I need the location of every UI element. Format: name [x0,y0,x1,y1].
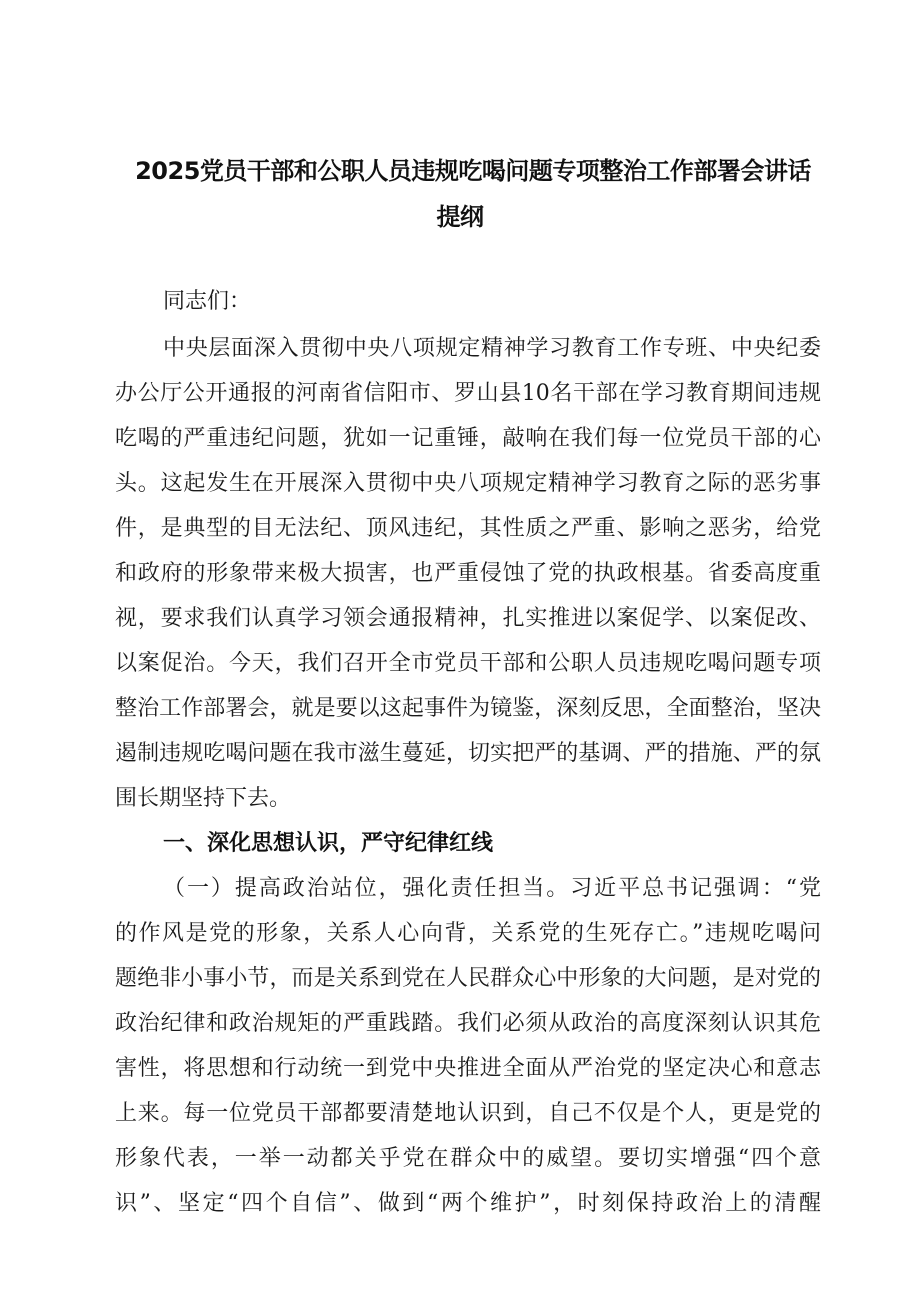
section-heading: 一、深化思想认识，严守纪律红线 [163,831,494,856]
paragraph-line: 上来。每一位党员干部都要清楚地认识到，自己不仅是个人，更是党的 [115,1101,821,1126]
paragraph-line: 吃喝的严重违纪问题，犹如一记重锤，敲响在我们每一位党员干部的心 [115,426,821,451]
paragraph-line: 围长期坚持下去。 [115,786,292,811]
paragraph-line: 识”、坚定“四个自信”、做到“两个维护”，时刻保持政治上的清醒 [115,1191,821,1216]
paragraph-line: 的作风是党的形象，关系人心向背，关系党的生死存亡。”违规吃喝问 [115,921,821,946]
paragraph-line: 以案促治。今天，我们召开全市党员干部和公职人员违规吃喝问题专项 [115,651,821,676]
paragraph-line: 办公厅公开通报的河南省信阳市、罗山县10名干部在学习教育期间违规 [115,381,821,406]
paragraph-line: 题绝非小事小节，而是关系到党在人民群众心中形象的大问题，是对党的 [115,966,821,991]
paragraph-line: 件，是典型的目无法纪、顶风违纪，其性质之严重、影响之恶劣，给党 [115,516,821,541]
paragraph-line: 遏制违规吃喝问题在我市滋生蔓延，切实把严的基调、严的措施、严的氛 [115,741,821,766]
document-title-line-1: 2025党员干部和公职人员违规吃喝问题专项整治工作部署会讲话 [135,157,811,185]
paragraph-line: 和政府的形象带来极大损害，也严重侵蚀了党的执政根基。省委高度重 [115,561,821,586]
paragraph-line: 中央层面深入贯彻中央八项规定精神学习教育工作专班、中央纪委 [163,336,821,361]
paragraph-line: 视，要求我们认真学习领会通报精神，扎实推进以案促学、以案促改、 [115,606,821,631]
paragraph-line: 害性，将思想和行动统一到党中央推进全面从严治党的坚定决心和意志 [115,1056,821,1081]
paragraph-line: 整治工作部署会，就是要以这起事件为镜鉴，深刻反思，全面整治，坚决 [115,696,821,721]
paragraph-line: 头。这起发生在开展深入贯彻中央八项规定精神学习教育之际的恶劣事 [115,471,821,496]
salutation: 同志们： [163,289,252,314]
paragraph-line: （一）提高政治站位，强化责任担当。习近平总书记强调：“党 [163,876,821,901]
paragraph-line: 形象代表，一举一动都关乎党在群众中的威望。要切实增强“四个意 [115,1146,821,1171]
document-title-line-2: 提纲 [436,203,484,231]
paragraph-line: 政治纪律和政治规矩的严重践踏。我们必须从政治的高度深刻认识其危 [115,1011,821,1036]
